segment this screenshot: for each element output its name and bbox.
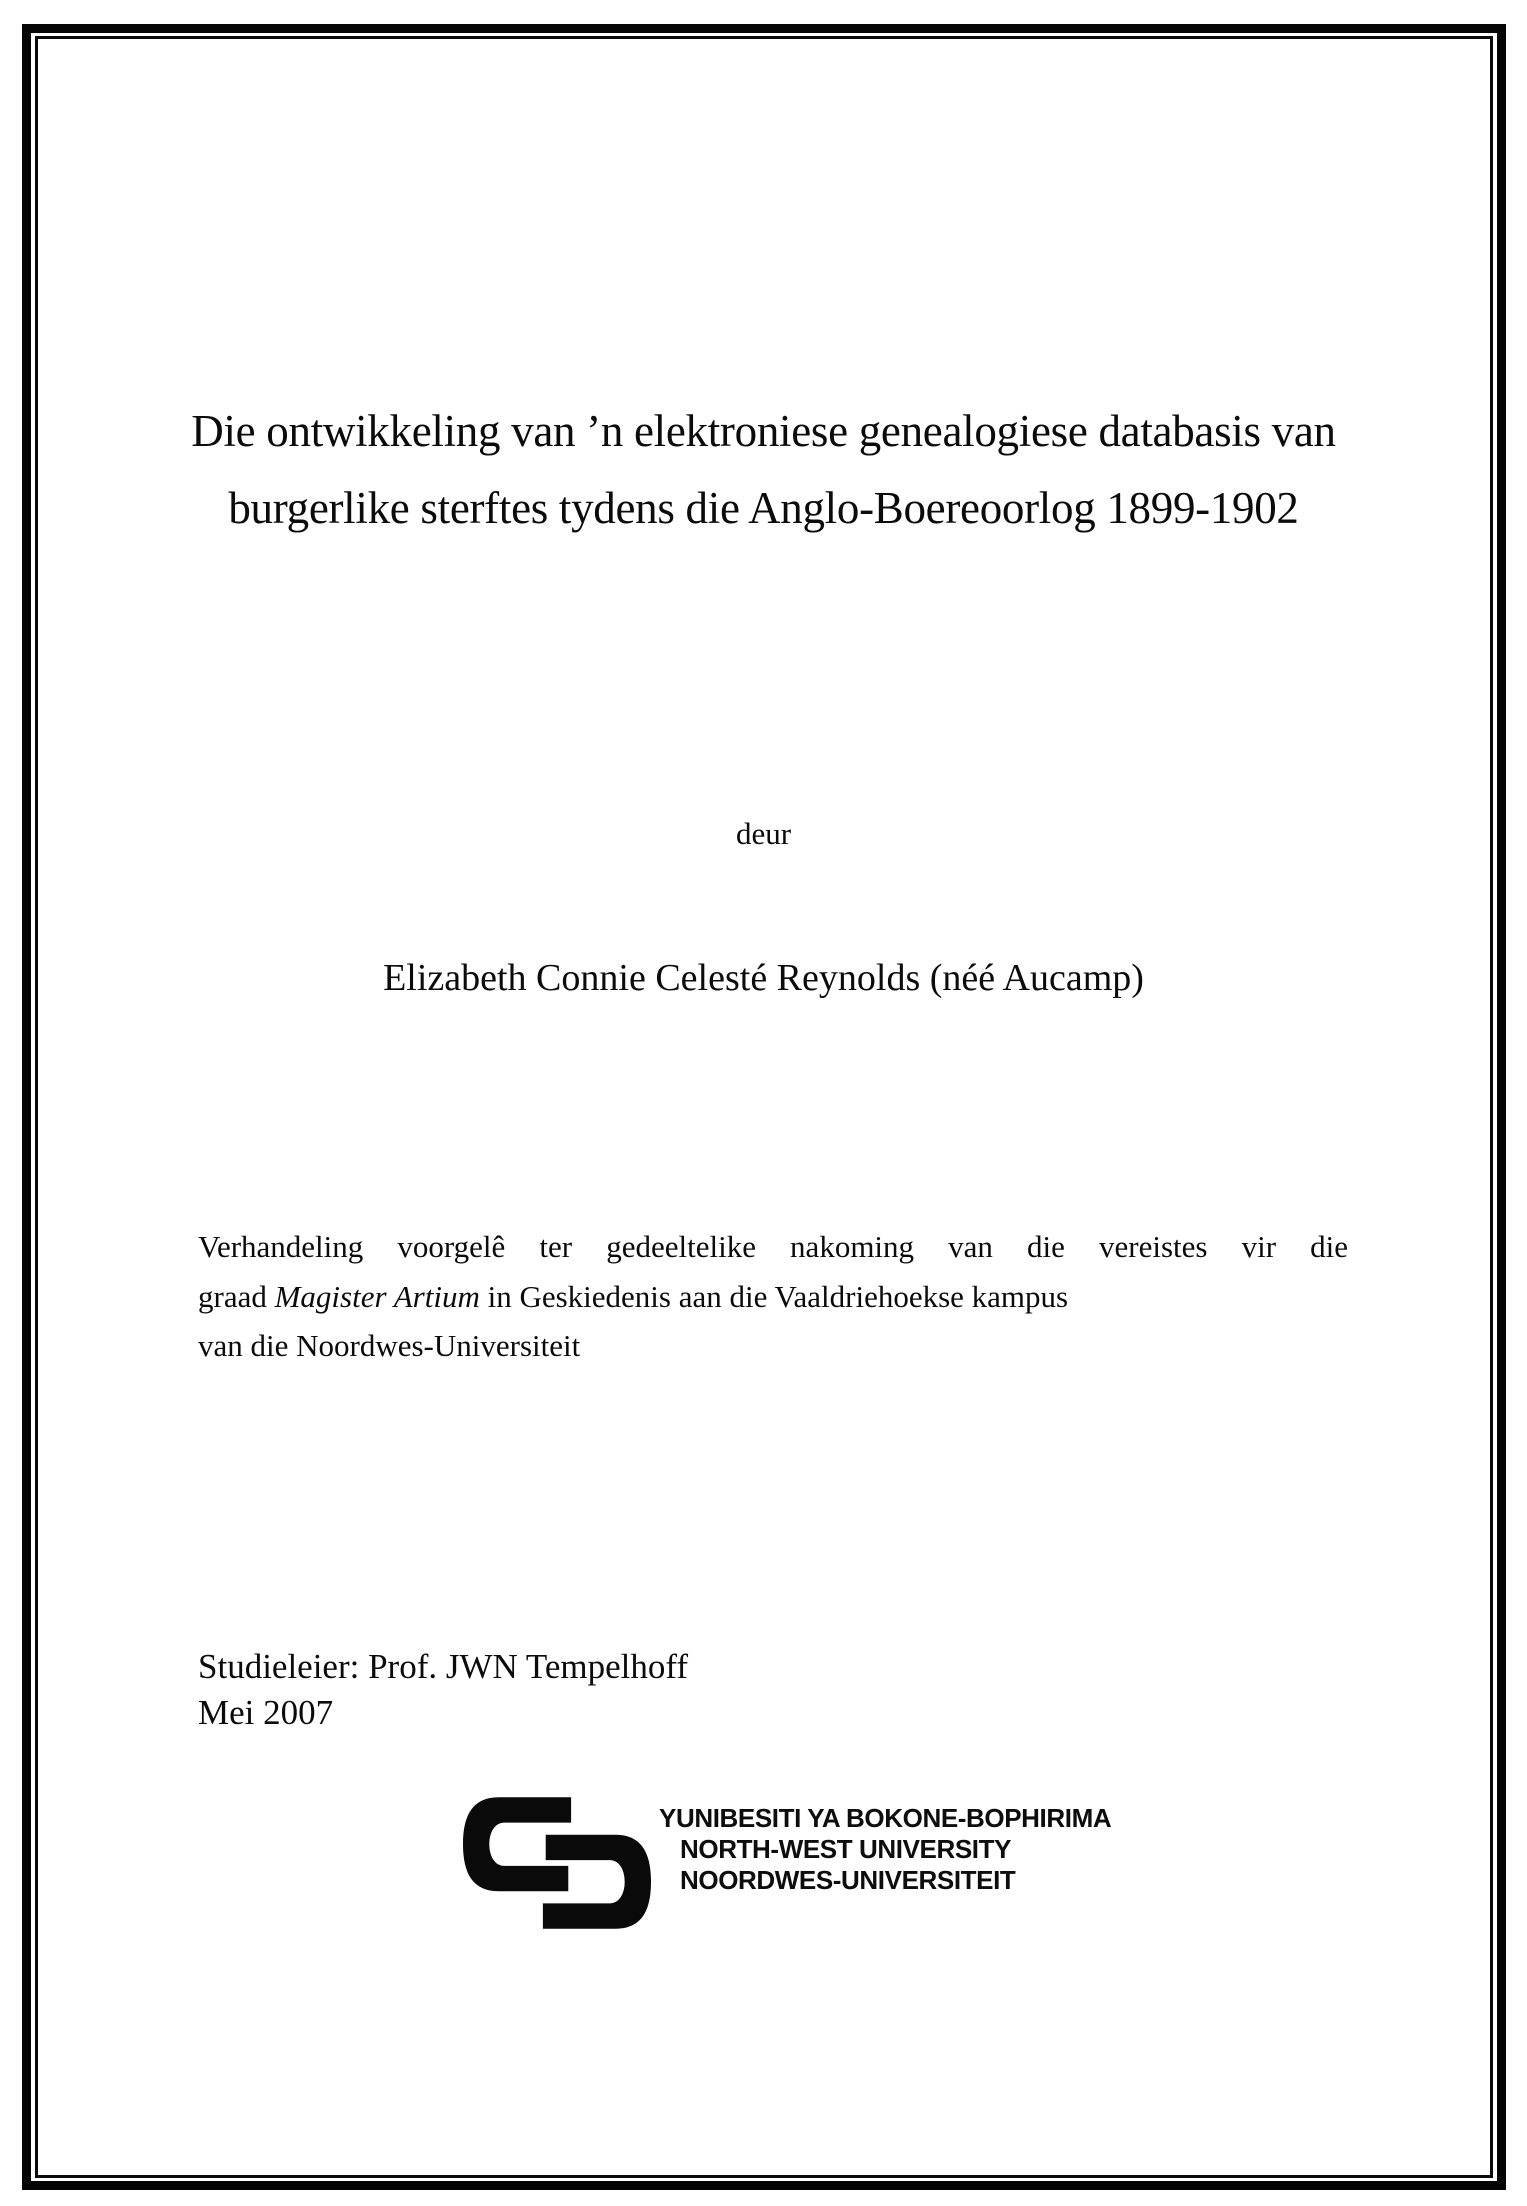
date-line: Mei 2007 xyxy=(198,1693,334,1732)
thesis-statement-line-2 xyxy=(198,1272,1348,1322)
logo-text-setswana: YUNIBESITI YA BOKONE-BOPHIRIMA xyxy=(659,1803,1112,1833)
thesis-title-line-1: Die ontwikkeling van ’n elektroniese genealogiese databasis van xyxy=(191,406,1336,456)
statement-line2-suffix: in Geskiedenis aan die Vaaldriehoekse kampus xyxy=(479,1278,1069,1314)
author-name: Elizabeth Connie Celesté Reynolds (néé Aucamp) xyxy=(383,957,1144,999)
supervisor-line: Studieleier: Prof. JWN Tempelhoff xyxy=(198,1647,689,1686)
byline-deur: deur xyxy=(735,816,792,851)
thesis-statement-line-3: van die Noordwes-Universiteit xyxy=(198,1328,581,1363)
degree-name-italic: Magister Artium xyxy=(274,1278,480,1314)
supervisor-and-date xyxy=(198,1644,688,1736)
thesis-statement xyxy=(198,1222,1348,1371)
thesis-title xyxy=(0,393,1527,547)
thesis-statement-line-1: Verhandeling voorgelê ter gedeeltelike nakoming van die vereistes vir die xyxy=(198,1229,1348,1264)
university-logo xyxy=(463,1797,1111,1929)
thesis-title-line-2: burgerlike sterftes tydens die Anglo-Boereoorlog 1899-1902 xyxy=(228,483,1299,533)
nwu-interlocking-links-icon xyxy=(463,1797,651,1929)
logo-text-english: NORTH-WEST UNIVERSITY xyxy=(680,1834,1012,1864)
university-logo-text xyxy=(659,1797,1111,1896)
statement-line2-prefix: graad xyxy=(198,1278,275,1314)
logo-text-afrikaans: NOORDWES-UNIVERSITEIT xyxy=(680,1865,1016,1895)
